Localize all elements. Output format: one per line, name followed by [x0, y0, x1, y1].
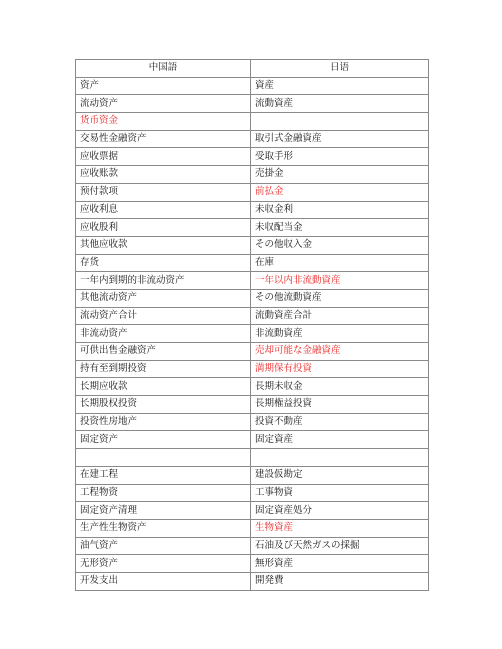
table-row [76, 572, 429, 590]
table-row [76, 484, 429, 502]
japanese-term-cell: 満期保有投資 [251, 360, 429, 378]
header-chinese: 中国語 [76, 60, 251, 78]
japanese-term-cell: 固定資産 [251, 431, 429, 449]
chinese-term-cell: 固定资产清理 [76, 502, 251, 520]
japanese-term-cell: 工事物資 [251, 484, 429, 502]
table-row [76, 113, 429, 131]
table-row [76, 343, 429, 361]
table-row [76, 466, 429, 484]
table-row [76, 519, 429, 537]
japanese-term-cell: その他流動資産 [251, 289, 429, 307]
table-row [76, 325, 429, 343]
table-row [76, 378, 429, 396]
table-row [76, 555, 429, 573]
chinese-term-cell: 持有至到期投资 [76, 360, 251, 378]
chinese-term-cell: 固定资产 [76, 431, 251, 449]
table-row [76, 449, 429, 467]
chinese-term-cell: 资产 [76, 77, 251, 95]
japanese-term-cell [251, 449, 429, 467]
chinese-term-cell: 应收票据 [76, 148, 251, 166]
japanese-term-cell: 無形資産 [251, 555, 429, 573]
japanese-term-cell: 石油及び天然ガスの採掘 [251, 537, 429, 555]
japanese-term-cell: 非流動資産 [251, 325, 429, 343]
chinese-term-cell: 非流动资产 [76, 325, 251, 343]
table-row [76, 148, 429, 166]
chinese-term-cell: 无形资产 [76, 555, 251, 573]
chinese-term-cell: 可供出售金融资产 [76, 343, 251, 361]
chinese-term-cell: 油气资产 [76, 537, 251, 555]
chinese-term-cell: 在建工程 [76, 466, 251, 484]
chinese-term-cell: 长期股权投资 [76, 396, 251, 414]
table-row [76, 95, 429, 113]
table-row [76, 396, 429, 414]
japanese-term-cell [251, 113, 429, 131]
chinese-term-cell: 存货 [76, 254, 251, 272]
japanese-term-cell: 一年以内非流動資産 [251, 272, 429, 290]
table-row [76, 77, 429, 95]
chinese-term-cell: 应收利息 [76, 201, 251, 219]
table-row [76, 272, 429, 290]
chinese-term-cell: 应收账款 [76, 166, 251, 184]
chinese-term-cell [76, 449, 251, 467]
table-row [76, 537, 429, 555]
table-row [76, 236, 429, 254]
chinese-term-cell: 流动资产 [76, 95, 251, 113]
chinese-term-cell: 预付款项 [76, 183, 251, 201]
chinese-term-cell: 投资性房地产 [76, 413, 251, 431]
chinese-term-cell: 货币资金 [76, 113, 251, 131]
chinese-term-cell: 生产性生物资产 [76, 519, 251, 537]
japanese-term-cell: 生物資産 [251, 519, 429, 537]
table-row [76, 502, 429, 520]
chinese-term-cell: 开发支出 [76, 572, 251, 590]
japanese-term-cell: 前払金 [251, 183, 429, 201]
japanese-term-cell: 売却可能な金融資産 [251, 343, 429, 361]
japanese-term-cell: 未収配当金 [251, 219, 429, 237]
table-row [76, 219, 429, 237]
table-row [76, 360, 429, 378]
glossary-table [75, 59, 429, 591]
table-body [76, 77, 429, 590]
chinese-term-cell: 其他应收款 [76, 236, 251, 254]
japanese-term-cell: その他収入金 [251, 236, 429, 254]
table-row [76, 307, 429, 325]
japanese-term-cell: 在庫 [251, 254, 429, 272]
table-row [76, 254, 429, 272]
table-row [76, 183, 429, 201]
japanese-term-cell: 建設仮勘定 [251, 466, 429, 484]
japanese-term-cell: 資産 [251, 77, 429, 95]
chinese-term-cell: 流动资产合计 [76, 307, 251, 325]
japanese-term-cell: 取引式金融資産 [251, 130, 429, 148]
table-row [76, 201, 429, 219]
chinese-term-cell: 工程物资 [76, 484, 251, 502]
chinese-term-cell: 一年内到期的非流动资产 [76, 272, 251, 290]
table-row [76, 289, 429, 307]
japanese-term-cell: 投資不動産 [251, 413, 429, 431]
table-row [76, 431, 429, 449]
japanese-term-cell: 売掛金 [251, 166, 429, 184]
header-japanese: 日语 [251, 60, 429, 78]
chinese-term-cell: 交易性金融资产 [76, 130, 251, 148]
table-row [76, 166, 429, 184]
chinese-term-cell: 应收股利 [76, 219, 251, 237]
table-row [76, 413, 429, 431]
header-row [76, 60, 429, 78]
chinese-term-cell: 长期应收款 [76, 378, 251, 396]
japanese-term-cell: 長期未収金 [251, 378, 429, 396]
japanese-term-cell: 流動資産 [251, 95, 429, 113]
japanese-term-cell: 受取手形 [251, 148, 429, 166]
japanese-term-cell: 未収金利 [251, 201, 429, 219]
japanese-term-cell: 開発費 [251, 572, 429, 590]
japanese-term-cell: 流動資産合計 [251, 307, 429, 325]
table-row [76, 130, 429, 148]
japanese-term-cell: 長期権益投資 [251, 396, 429, 414]
chinese-term-cell: 其他流动资产 [76, 289, 251, 307]
japanese-term-cell: 固定資産処分 [251, 502, 429, 520]
